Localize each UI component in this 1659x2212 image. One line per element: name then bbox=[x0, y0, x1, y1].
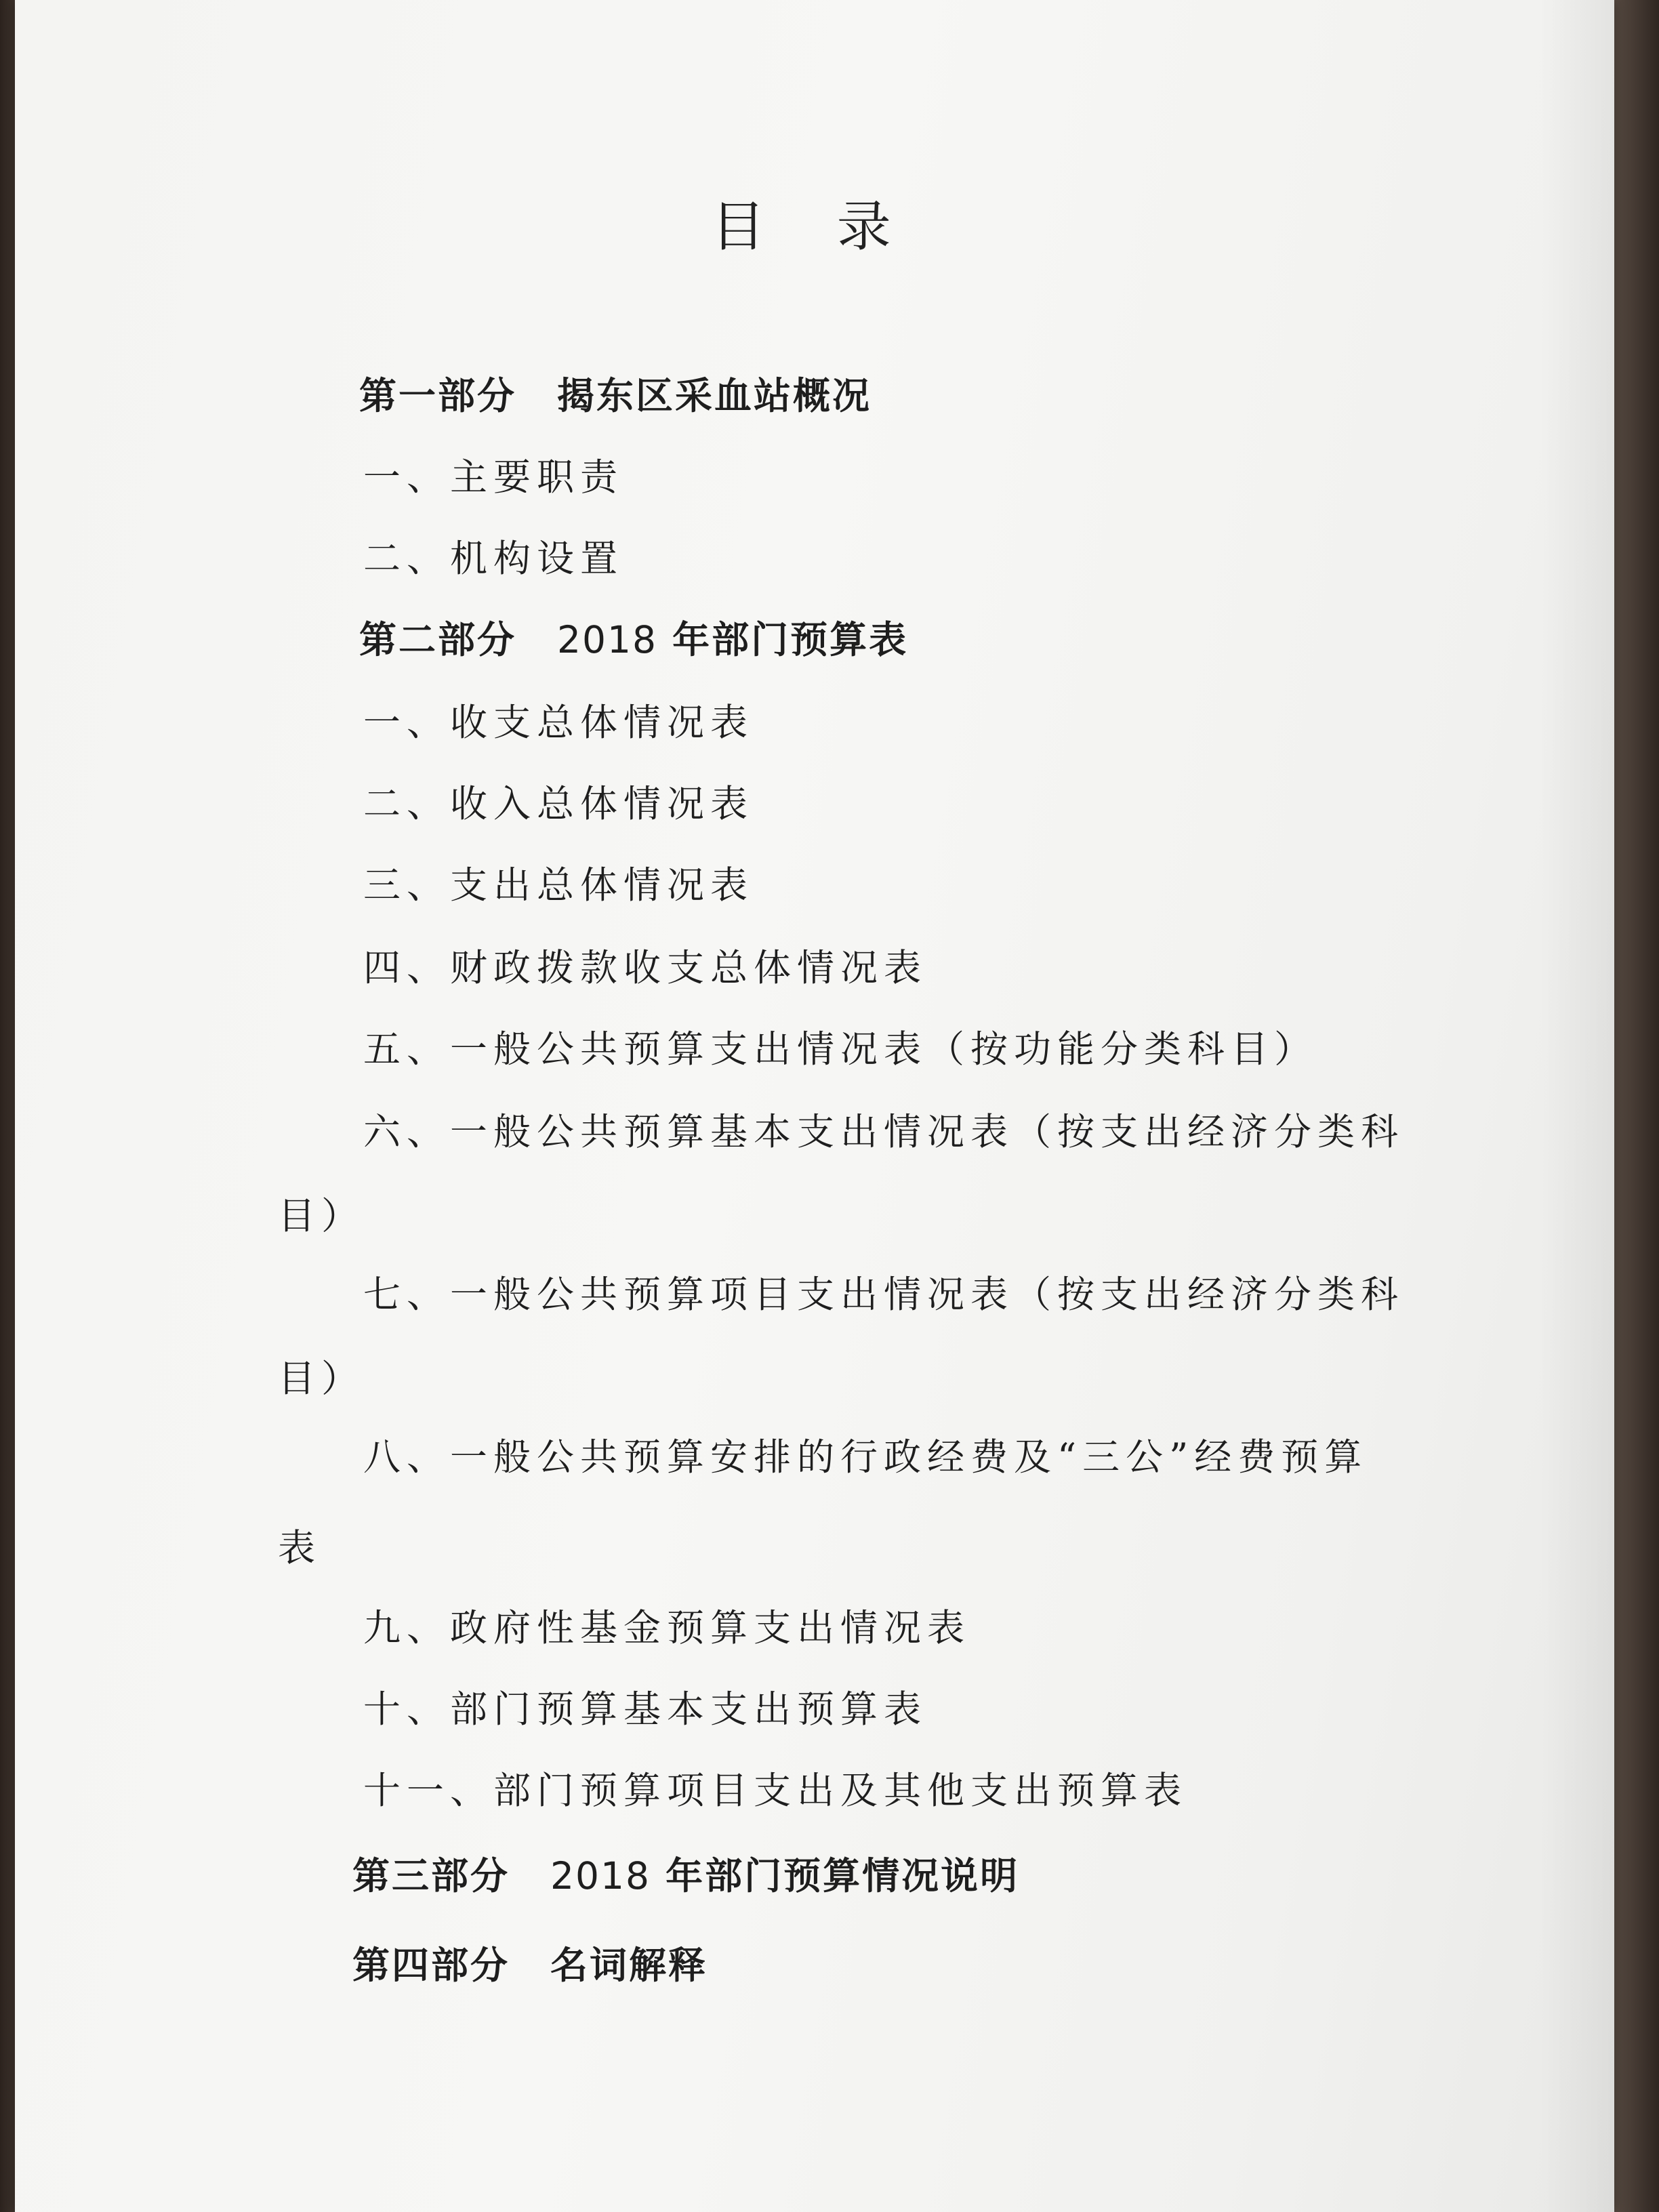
toc-part-4 bbox=[352, 1936, 708, 1989]
toc-item: 三、支出总体情况表 bbox=[363, 863, 754, 907]
toc-part-3 bbox=[352, 1846, 1019, 1900]
toc-item-continuation: 目） bbox=[278, 1194, 365, 1237]
toc-item: 一、主要职责 bbox=[363, 455, 624, 499]
part-heading: 第一部分 bbox=[359, 374, 517, 417]
part-title: 年部门预算情况说明 bbox=[665, 1854, 1020, 1898]
toc-item: 十一、部门预算项目支出及其他支出预算表 bbox=[363, 1769, 1188, 1812]
part-heading: 第三部分 bbox=[352, 1854, 510, 1898]
toc-item: 二、机构设置 bbox=[363, 537, 624, 580]
part-title: 揭东区采血站概况 bbox=[557, 374, 872, 417]
part-year: 2018 bbox=[550, 1854, 651, 1898]
table-of-contents bbox=[15, 0, 1614, 2212]
toc-item: 二、收入总体情况表 bbox=[363, 782, 754, 825]
toc-item: 五、一般公共预算支出情况表（按功能分类科目） bbox=[363, 1027, 1318, 1071]
page-title: 目 录 bbox=[711, 195, 918, 258]
part-year: 2018 bbox=[557, 618, 657, 661]
toc-item: 七、一般公共预算项目支出情况表（按支出经济分类科 bbox=[363, 1273, 1405, 1316]
toc-item: 六、一般公共预算基本支出情况表（按支出经济分类科 bbox=[363, 1110, 1405, 1153]
toc-part-1 bbox=[359, 366, 872, 419]
paper-sheet bbox=[15, 0, 1614, 2212]
toc-item-continuation: 表 bbox=[278, 1526, 322, 1570]
background-right-edge bbox=[1612, 0, 1659, 2212]
part-heading: 第四部分 bbox=[352, 1944, 510, 1987]
toc-item: 九、政府性基金预算支出情况表 bbox=[363, 1606, 971, 1650]
toc-item-continuation: 目） bbox=[278, 1357, 365, 1400]
toc-item: 八、一般公共预算安排的行政经费及“三公”经费预算 bbox=[363, 1435, 1368, 1479]
part-title: 名词解释 bbox=[550, 1944, 708, 1987]
part-heading: 第二部分 bbox=[359, 618, 517, 661]
part-title: 年部门预算表 bbox=[672, 618, 909, 661]
toc-item: 四、财政拨款收支总体情况表 bbox=[363, 946, 928, 989]
toc-item: 十、部门预算基本支出预算表 bbox=[363, 1687, 928, 1731]
toc-part-2 bbox=[359, 610, 908, 663]
toc-item: 一、收支总体情况表 bbox=[363, 701, 754, 744]
